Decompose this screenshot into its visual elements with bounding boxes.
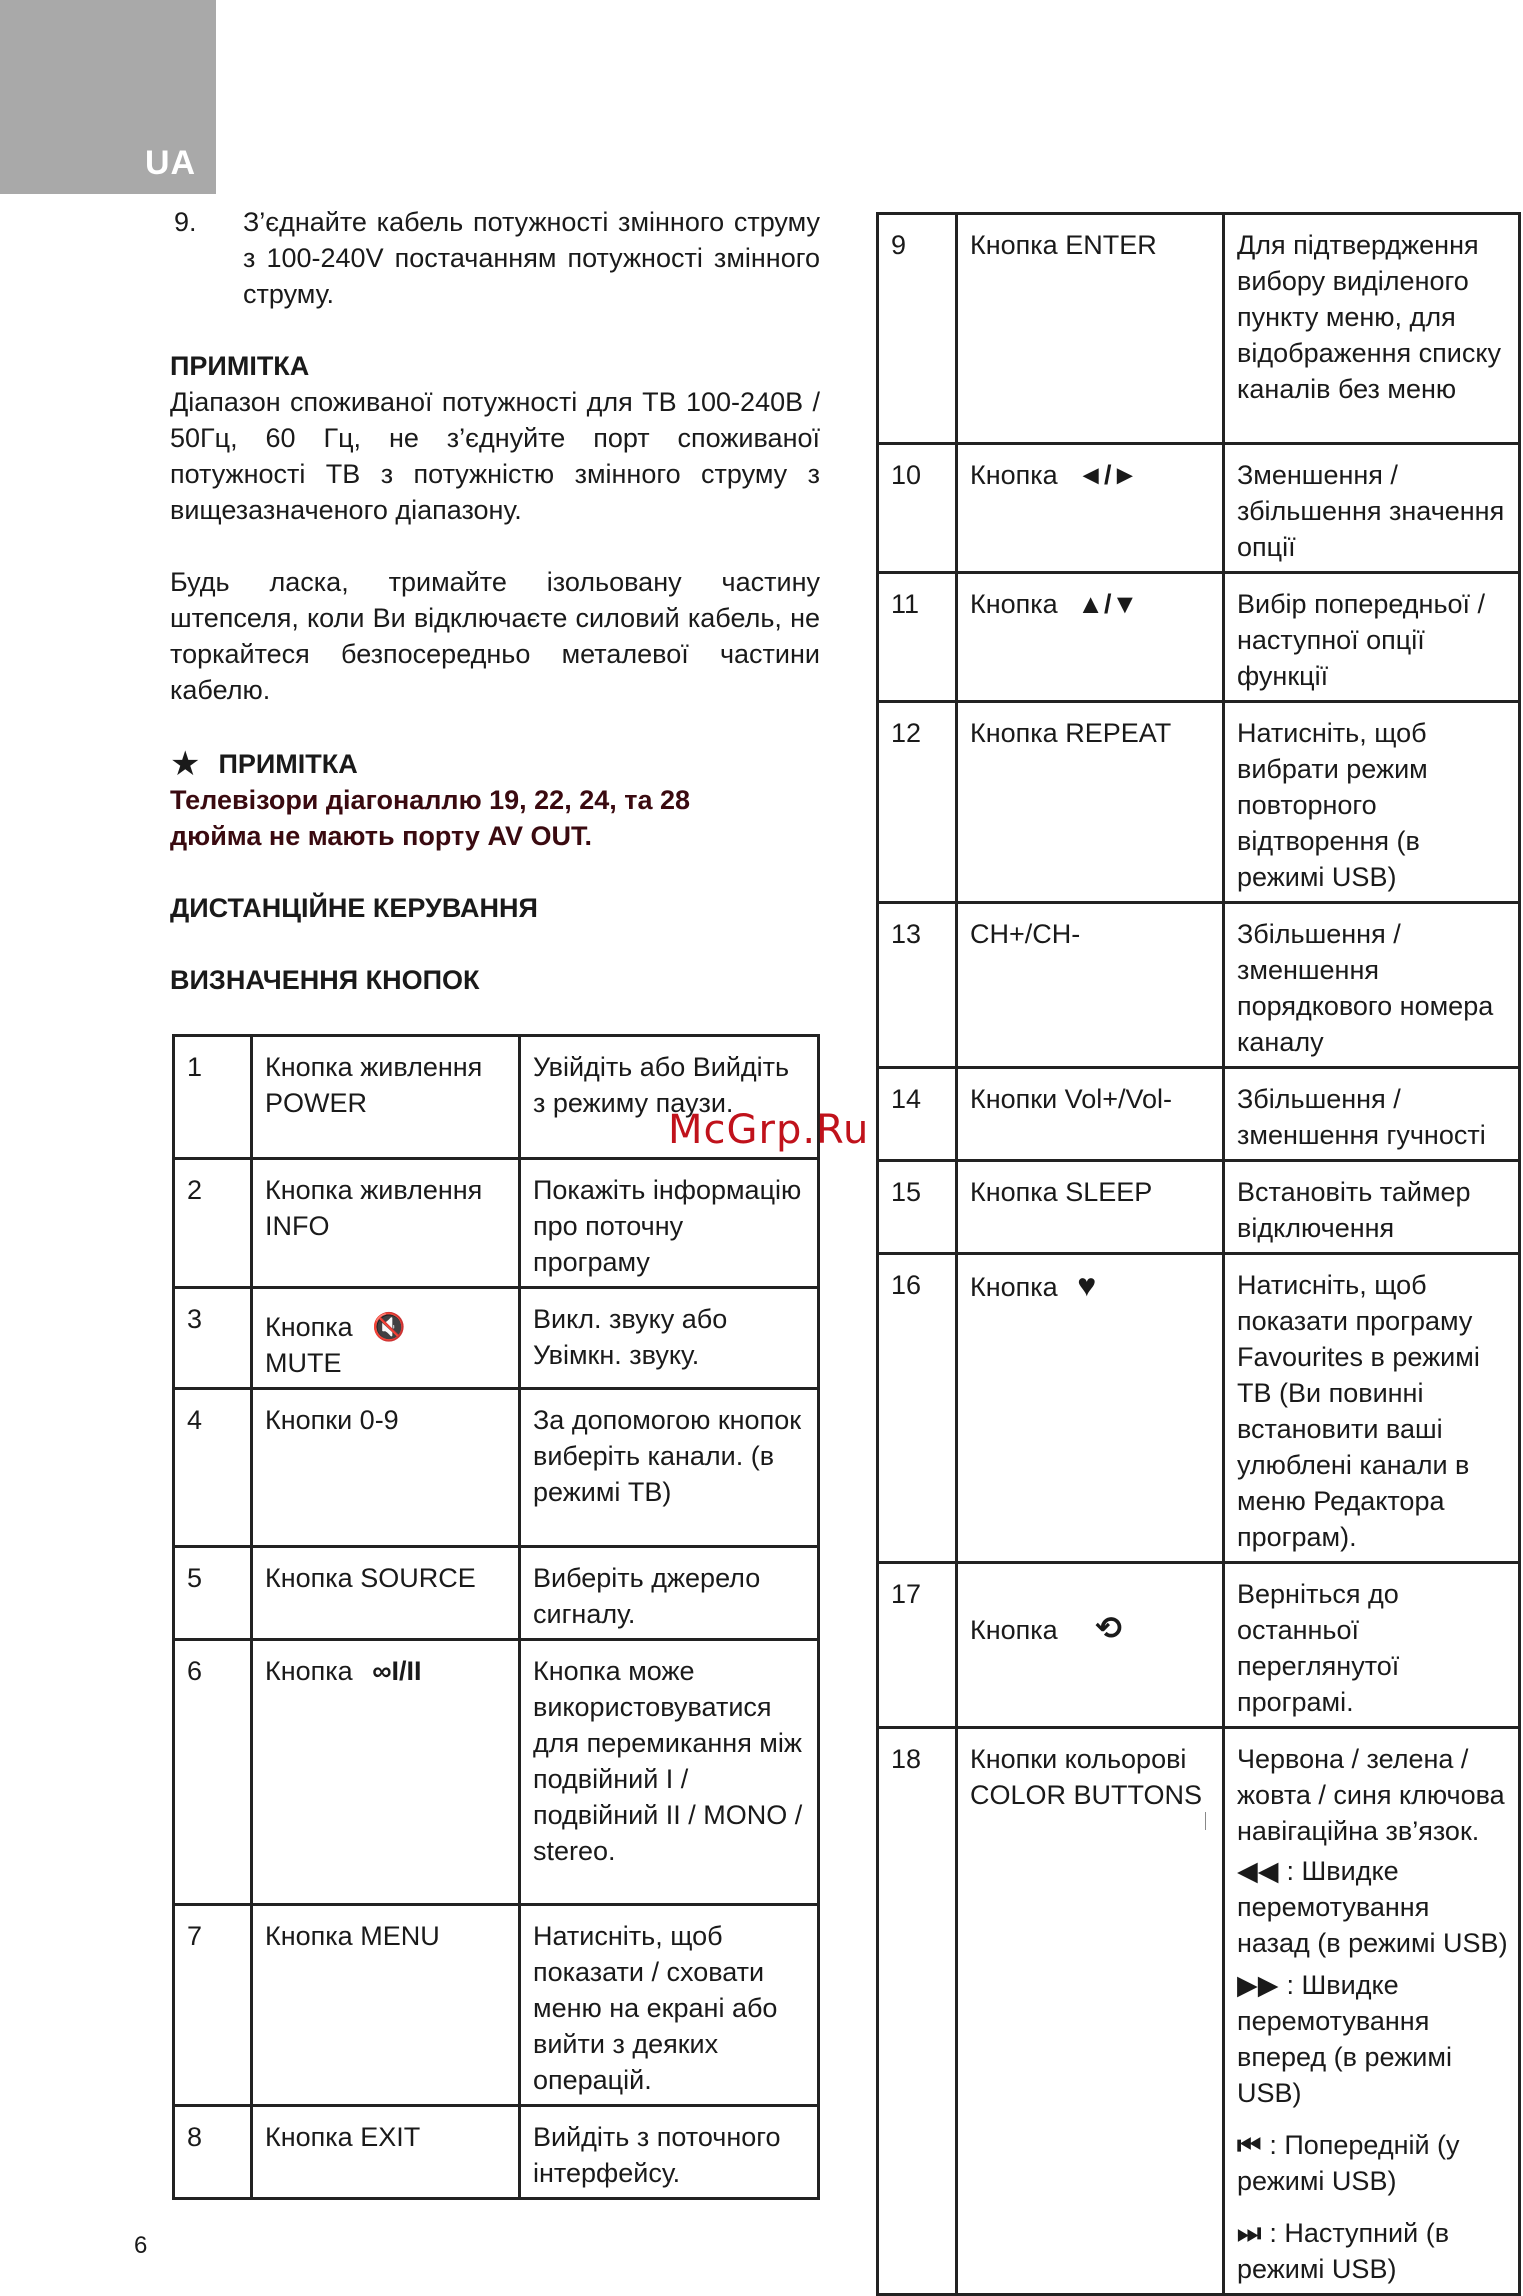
row-button: Кнопка SOURCE	[252, 1547, 520, 1640]
table-row	[174, 1905, 819, 2106]
divider-mark	[1205, 1812, 1206, 1830]
row-num: 12	[878, 702, 957, 903]
item-number: 9.	[174, 207, 197, 237]
row-num: 10	[878, 444, 957, 573]
rewind-item	[1237, 1853, 1508, 1961]
row-desc: Вийдіть з поточного інтерфейсу.	[520, 2106, 819, 2199]
table-row	[174, 1159, 819, 1288]
row-desc: Зменшення / збільшення значення опції	[1224, 444, 1520, 573]
item-text: З’єднайте кабель потужності змінного струму з 100-240V постачанням потужності змінного струму.	[243, 207, 820, 309]
left-right-arrows-icon: ◄/►	[1077, 460, 1139, 490]
table-row	[878, 1161, 1520, 1254]
row-num: 16	[878, 1254, 957, 1563]
row-button: CH+/CH-	[957, 903, 1224, 1068]
mute-icon: 🔇	[372, 1312, 406, 1342]
row-desc: Викл. звуку або Увімкн. звуку.	[520, 1288, 819, 1389]
row-button-cell	[957, 1563, 1224, 1728]
table-row	[878, 1563, 1520, 1728]
row-desc: Кнопка може використовуватися для перемикання між подвійний I / подвійний II / MONO / stereo.	[520, 1640, 819, 1905]
row-button: Кнопка живлення POWER	[252, 1036, 520, 1159]
row-num: 6	[174, 1640, 252, 1905]
table-row	[174, 1640, 819, 1905]
row-desc: Вибір попередньої / наступної опції функції	[1224, 573, 1520, 702]
row-button-cell	[957, 444, 1224, 573]
table-row	[878, 1728, 1520, 2295]
next-item	[1237, 2215, 1508, 2287]
buttons-table-left	[172, 1034, 820, 2200]
remote-heading: ДИСТАНЦІЙНЕ КЕРУВАННЯ	[170, 893, 538, 923]
row-num: 11	[878, 573, 957, 702]
row-button: Кнопка	[970, 460, 1058, 490]
row-num: 13	[878, 903, 957, 1068]
rewind-icon: ◀◀	[1237, 1856, 1279, 1886]
row-num: 18	[878, 1728, 957, 2295]
row-button: Кнопка EXIT	[252, 2106, 520, 2199]
fast-forward-icon: ▶▶	[1237, 1970, 1279, 2000]
up-down-arrows-icon: ▲/▼	[1077, 589, 1139, 619]
row-button-cell	[957, 573, 1224, 702]
row-button: Кнопка живлення INFO	[252, 1159, 520, 1288]
row-button-sub: MUTE	[265, 1348, 342, 1378]
row-button: Кнопка ENTER	[957, 214, 1224, 444]
table-row	[878, 1068, 1520, 1161]
star-note-line1: Телевізори діагоналлю 19, 22, 24, та 28	[170, 785, 691, 815]
note-text: Діапазон споживаної потужності для ТВ 100-240В / 50Гц, 60 Гц, не з’єднуйте порт споживаної потужності ТВ з потужністю змінного струму з вищезазначеного діапазону.	[170, 387, 820, 525]
row-num: 4	[174, 1389, 252, 1547]
row-desc: Для підтвердження вибору виділеного пункту меню, для відображення списку каналів без меню	[1224, 214, 1520, 444]
table-row	[878, 573, 1520, 702]
row-num: 8	[174, 2106, 252, 2199]
star-icon: ★	[170, 745, 201, 783]
row-button: Кнопка SLEEP	[957, 1161, 1224, 1254]
table-row	[878, 444, 1520, 573]
return-icon: ⟲	[1095, 1610, 1123, 1646]
table-row	[174, 2106, 819, 2199]
table-row	[878, 702, 1520, 903]
table-row	[174, 1547, 819, 1640]
row-desc: Виберіть джерело сигналу.	[520, 1547, 819, 1640]
buttons-heading: ВИЗНАЧЕННЯ КНОПОК	[170, 965, 480, 995]
previous-item	[1237, 2127, 1508, 2199]
row-num: 9	[878, 214, 957, 444]
row-button-cell	[252, 1640, 520, 1905]
row-desc-cell	[1224, 1728, 1520, 2295]
row-desc: За допомогою кнопок виберіть канали. (в режимі ТВ)	[520, 1389, 819, 1547]
row-desc: Верніться до останньої переглянутої програмі.	[1224, 1563, 1520, 1728]
row-desc: Червона / зелена / жовта / синя ключова навігаційна зв’язок.	[1237, 1744, 1505, 1846]
row-button: Кнопка	[265, 1656, 353, 1686]
row-num: 5	[174, 1547, 252, 1640]
rewind-text: : Швидке перемотування назад (в режимі USB)	[1237, 1856, 1508, 1958]
row-button: Кнопки 0-9	[252, 1389, 520, 1547]
buttons-table-right	[876, 212, 1521, 2296]
row-num: 15	[878, 1161, 957, 1254]
language-tab	[0, 0, 216, 194]
row-button: Кнопки Vol+/Vol-	[957, 1068, 1224, 1161]
row-num: 17	[878, 1563, 957, 1728]
language-label: UA	[145, 144, 197, 182]
forward-item	[1237, 1967, 1508, 2111]
star-note-title	[170, 744, 820, 782]
heart-icon: ♥	[1077, 1267, 1097, 1303]
table-row	[878, 214, 1520, 444]
row-num: 3	[174, 1288, 252, 1389]
row-button: Кнопка	[970, 589, 1058, 619]
row-button-cell	[252, 1288, 520, 1389]
row-button: Кнопка	[970, 1615, 1058, 1645]
table-row	[878, 1254, 1520, 1563]
row-desc: Натисніть, щоб вибрати режим повторного відтворення (в режимі USB)	[1224, 702, 1520, 903]
page-number: 6	[134, 2232, 148, 2259]
row-button: Кнопка	[265, 1312, 353, 1342]
row-desc: Збільшення / зменшення порядкового номера каналу	[1224, 903, 1520, 1068]
row-button-cell	[957, 1254, 1224, 1563]
forward-text: : Швидке перемотування вперед (в режимі USB)	[1237, 1970, 1452, 2108]
row-desc: Увійдіть або Вийдіть з режиму паузи.	[520, 1036, 819, 1159]
note-title: ПРИМІТКА	[170, 351, 310, 381]
previous-icon: ⏮	[1237, 2130, 1262, 2160]
row-num: 1	[174, 1036, 252, 1159]
next-text: : Наступний (в режимі USB)	[1237, 2218, 1450, 2284]
instruction-item-9	[170, 204, 820, 312]
safety-paragraph: Будь ласка, тримайте ізольовану частину штепселя, коли Ви відключаєте силовий кабель, не торкайтеся безпосередньо металевої частини кабелю.	[170, 567, 820, 705]
row-num: 14	[878, 1068, 957, 1161]
row-button: Кнопка REPEAT	[957, 702, 1224, 903]
row-desc: Збільшення / зменшення гучності	[1224, 1068, 1520, 1161]
row-desc: Покажіть інформацію про поточну програму	[520, 1159, 819, 1288]
row-num: 7	[174, 1905, 252, 2106]
watermark: McGrp.Ru	[668, 1107, 870, 1153]
row-button: Кнопка MENU	[252, 1905, 520, 2106]
table-row	[878, 903, 1520, 1068]
table-row	[174, 1389, 819, 1547]
row-desc: Встановіть таймер відключення	[1224, 1161, 1520, 1254]
row-button: Кнопки кольорові COLOR BUTTONS	[957, 1728, 1224, 2295]
next-icon: ⏭	[1237, 2218, 1262, 2248]
dual-sound-icon: ∞I/II	[372, 1656, 422, 1686]
row-button: Кнопка	[970, 1272, 1058, 1302]
left-column	[170, 204, 820, 998]
star-note-label: ПРИМІТКА	[218, 749, 358, 779]
row-desc: Натисніть, щоб показати програму Favourites в режимі ТВ (Ви повинні встановити ваші улюблені канали в меню Редактора програм).	[1224, 1254, 1520, 1563]
table-row	[174, 1288, 819, 1389]
row-num: 2	[174, 1159, 252, 1288]
star-note-line2: дюйма не мають порту AV OUT.	[170, 821, 592, 851]
previous-text: : Попередній (у режимі USB)	[1237, 2130, 1460, 2196]
row-desc: Натисніть, щоб показати / сховати меню на екрані або вийти з деяких операцій.	[520, 1905, 819, 2106]
